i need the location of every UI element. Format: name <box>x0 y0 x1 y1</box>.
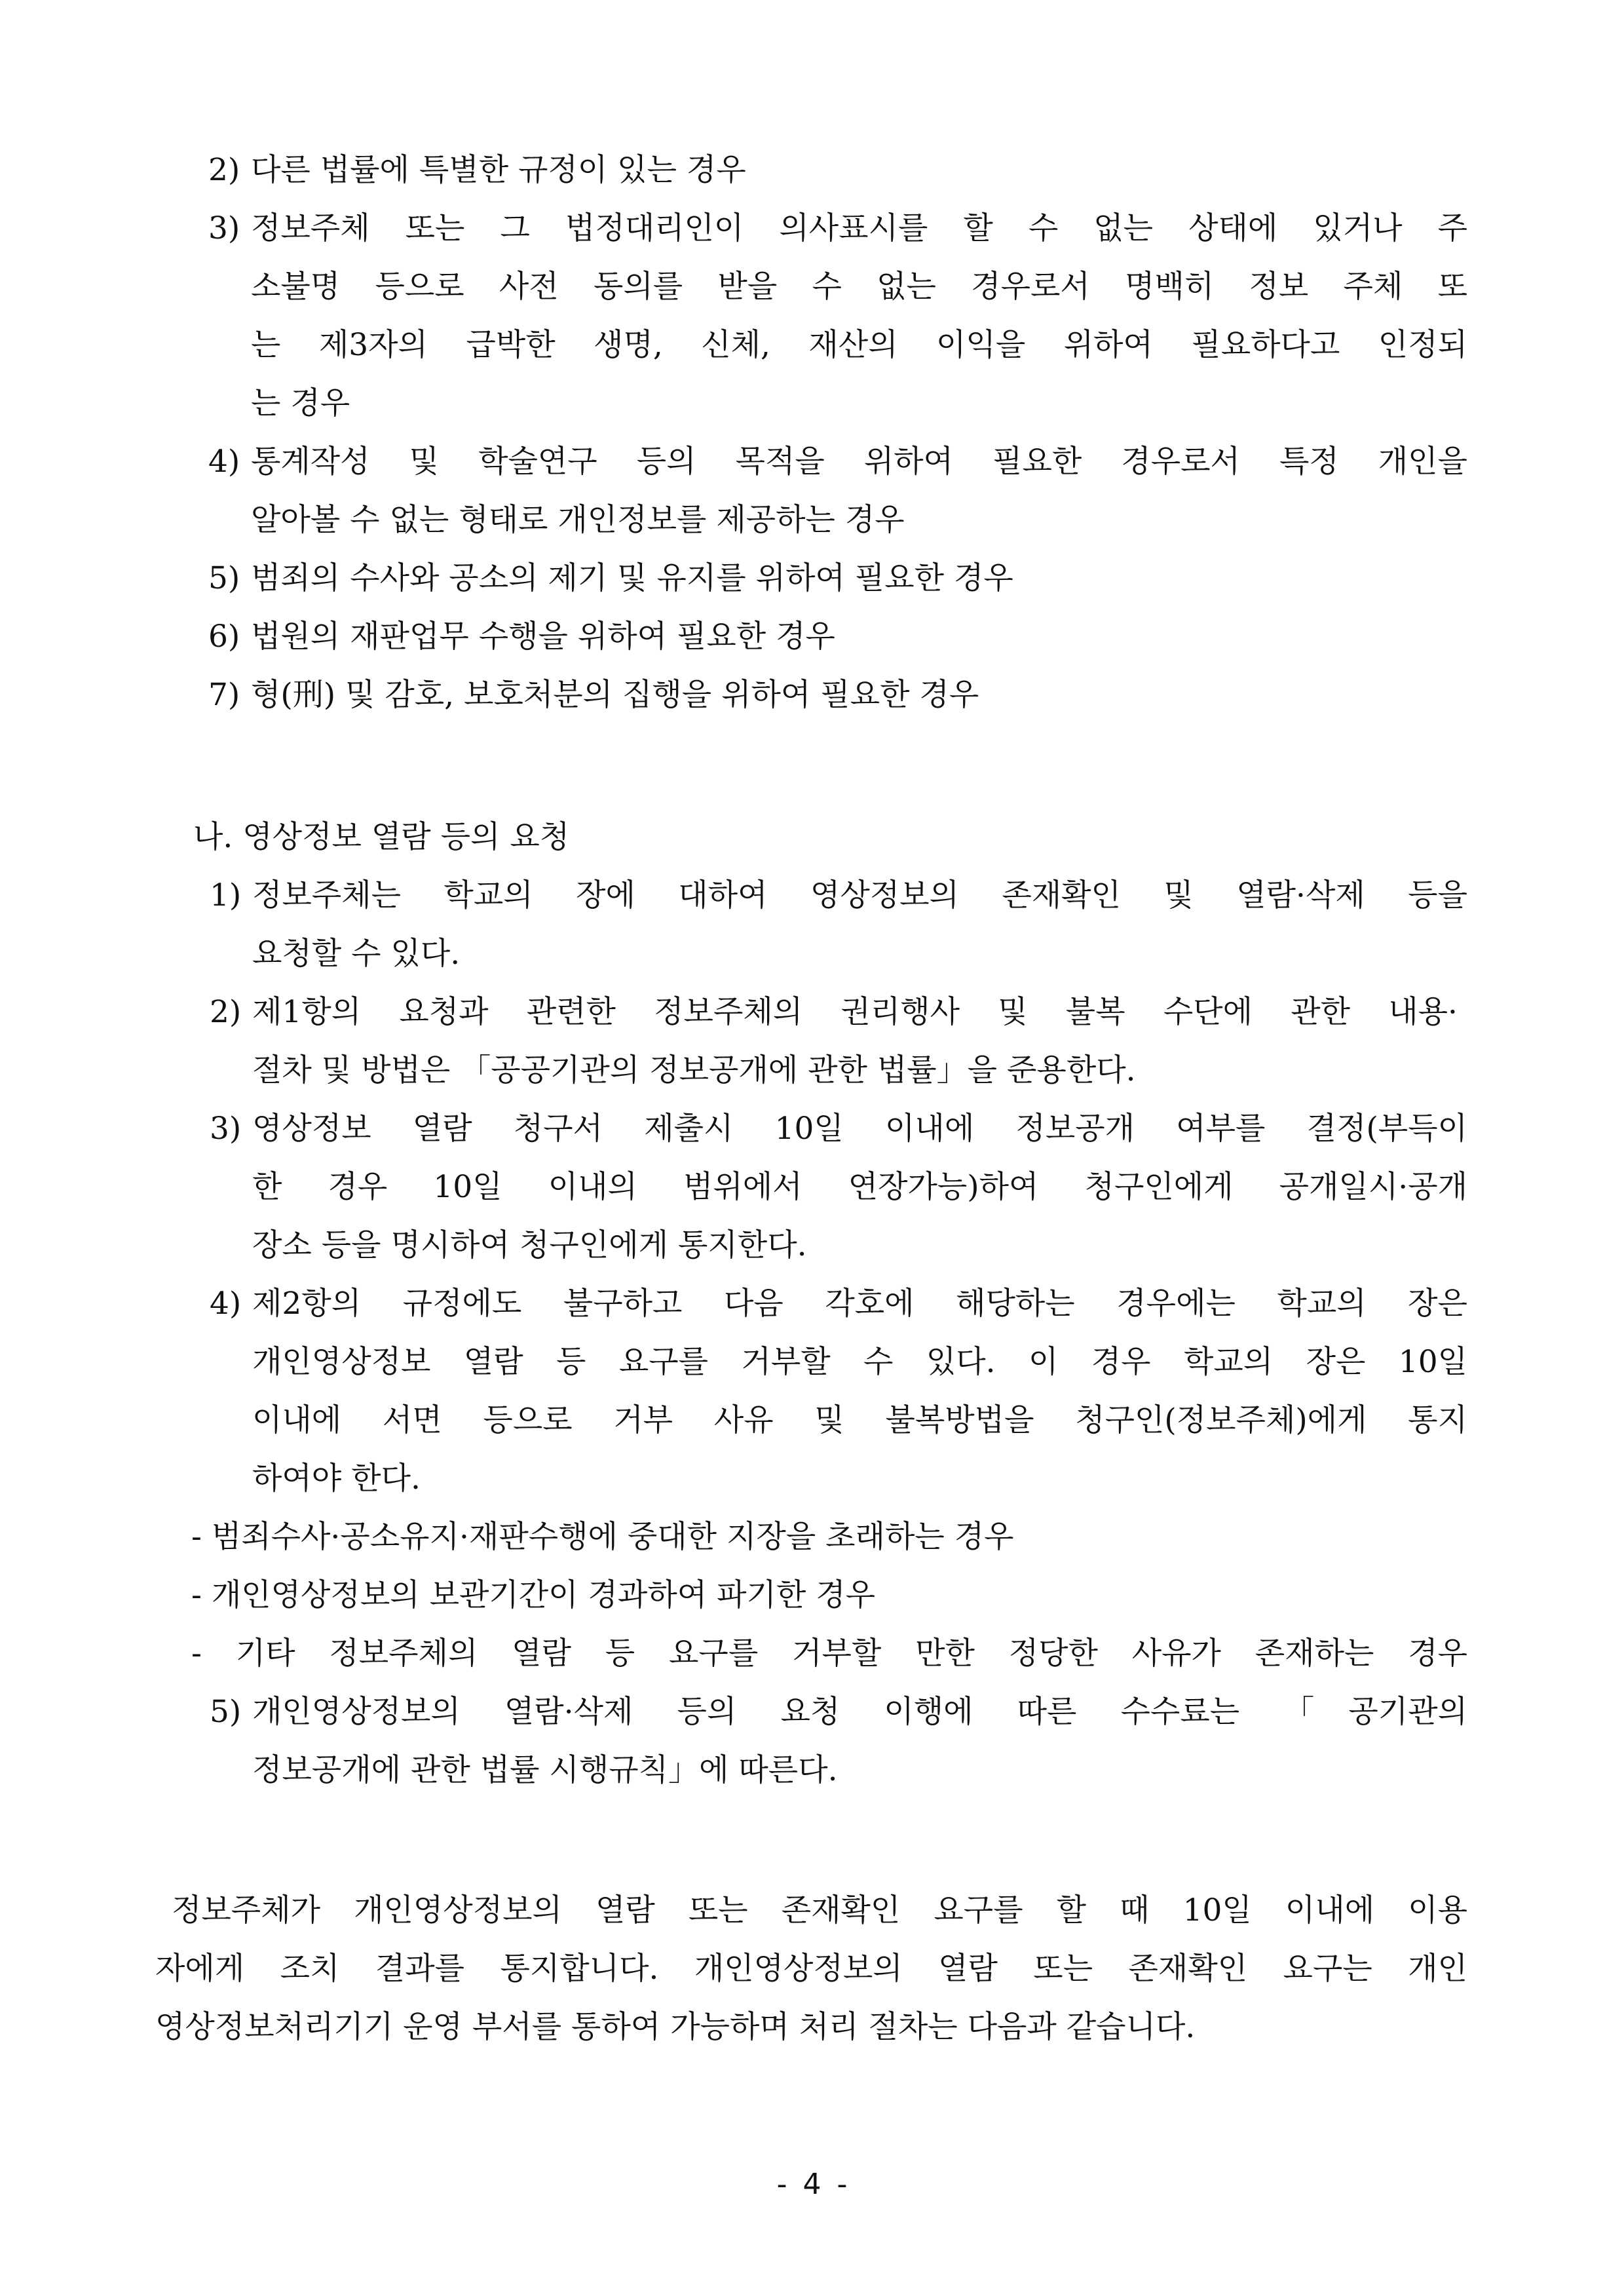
item-text-line: 정보주체 또는 그 법정대리인이 의사표시를 할 수 없는 상태에 있거나 주 <box>251 210 1467 246</box>
item-text-line: 한 경우 10일 이내의 범위에서 연장가능)하여 청구인에게 공개일시·공개 <box>252 1169 1467 1205</box>
item-text-line: 영상정보 열람 청구서 제출시 10일 이내에 정보공개 여부를 결정(부득이 <box>252 1111 1467 1147</box>
item-text-line: 개인영상정보 열람 등 요구를 거부할 수 있다. 이 경우 학교의 장은 10일 <box>252 1344 1467 1380</box>
section-heading: 나. 영상정보 열람 등의 요청 <box>193 819 570 855</box>
item-number: 3) <box>208 210 240 246</box>
item-text-line: 개인영상정보의 열람·삭제 등의 요청 이행에 따른 수수료는 「공기관의 <box>252 1694 1467 1730</box>
paragraph-line: 정보주체가 개인영상정보의 열람 또는 존재확인 요구를 할 때 10일 이내에 이용 <box>172 1892 1467 1928</box>
item-text-line: 제2항의 규정에도 불구하고 다음 각호에 해당하는 경우에는 학교의 장은 <box>252 1286 1467 1322</box>
item-number: 4) <box>208 444 240 480</box>
page-number: - 4 - <box>776 2168 848 2201</box>
bullet-item: - 기타 정보주체의 열람 등 요구를 거부할 만한 정당한 사유가 존재하는 경우 <box>191 1636 1467 1672</box>
item-text-line: 절차 및 방법은 「공공기관의 정보공개에 관한 법률」을 준용한다. <box>252 1052 1136 1088</box>
paragraph-line: 영상정보처리기기 운영 부서를 통하여 가능하며 처리 절차는 다음과 같습니다. <box>155 2009 1196 2045</box>
paragraph-line: 자에게 조치 결과를 통지합니다. 개인영상정보의 열람 또는 존재확인 요구는 개인 <box>155 1951 1467 1987</box>
item-text-line: 범죄의 수사와 공소의 제기 및 유지를 위하여 필요한 경우 <box>251 560 1013 596</box>
item-number: 5) <box>208 560 240 596</box>
item-text-line: 는 제3자의 급박한 생명, 신체, 재산의 이익을 위하여 필요하다고 인정되 <box>251 327 1467 363</box>
item-text-line: 법원의 재판업무 수행을 위하여 필요한 경우 <box>251 619 835 655</box>
item-text-line: 장소 등을 명시하여 청구인에게 통지한다. <box>252 1227 807 1263</box>
item-number: 3) <box>210 1111 242 1147</box>
item-number: 7) <box>208 677 240 713</box>
item-number: 6) <box>208 619 240 655</box>
item-text-line: 이내에 서면 등으로 거부 사유 및 불복방법을 청구인(정보주체)에게 통지 <box>252 1402 1467 1438</box>
item-number: 5) <box>210 1694 242 1730</box>
item-text-line: 요청할 수 있다. <box>252 936 461 972</box>
item-text-line: 하여야 한다. <box>252 1461 421 1497</box>
item-text-line: 정보주체는 학교의 장에 대하여 영상정보의 존재확인 및 열람·삭제 등을 <box>252 877 1467 913</box>
bullet-item: - 개인영상정보의 보관기간이 경과하여 파기한 경우 <box>191 1577 876 1613</box>
bullet-item: - 범죄수사·공소유지·재판수행에 중대한 지장을 초래하는 경우 <box>191 1519 1014 1555</box>
item-text-line: 는 경우 <box>251 385 350 421</box>
item-text-line: 소불명 등으로 사전 동의를 받을 수 없는 경우로서 명백히 정보 주체 또 <box>251 269 1467 305</box>
item-number: 2) <box>210 994 242 1030</box>
item-number: 1) <box>210 877 242 913</box>
item-text-line: 알아볼 수 없는 형태로 개인정보를 제공하는 경우 <box>251 502 905 538</box>
item-text-line: 형(刑) 및 감호, 보호처분의 집행을 위하여 필요한 경우 <box>251 677 979 713</box>
item-text-line: 다른 법률에 특별한 규정이 있는 경우 <box>251 152 746 188</box>
item-number: 2) <box>208 152 240 188</box>
item-text-line: 제1항의 요청과 관련한 정보주체의 권리행사 및 불복 수단에 관한 내용· <box>252 994 1458 1030</box>
item-text-line: 정보공개에 관한 법률 시행규칙」에 따른다. <box>252 1752 838 1788</box>
item-text-line: 통계작성 및 학술연구 등의 목적을 위하여 필요한 경우로서 특정 개인을 <box>251 444 1467 480</box>
item-number: 4) <box>210 1286 242 1322</box>
